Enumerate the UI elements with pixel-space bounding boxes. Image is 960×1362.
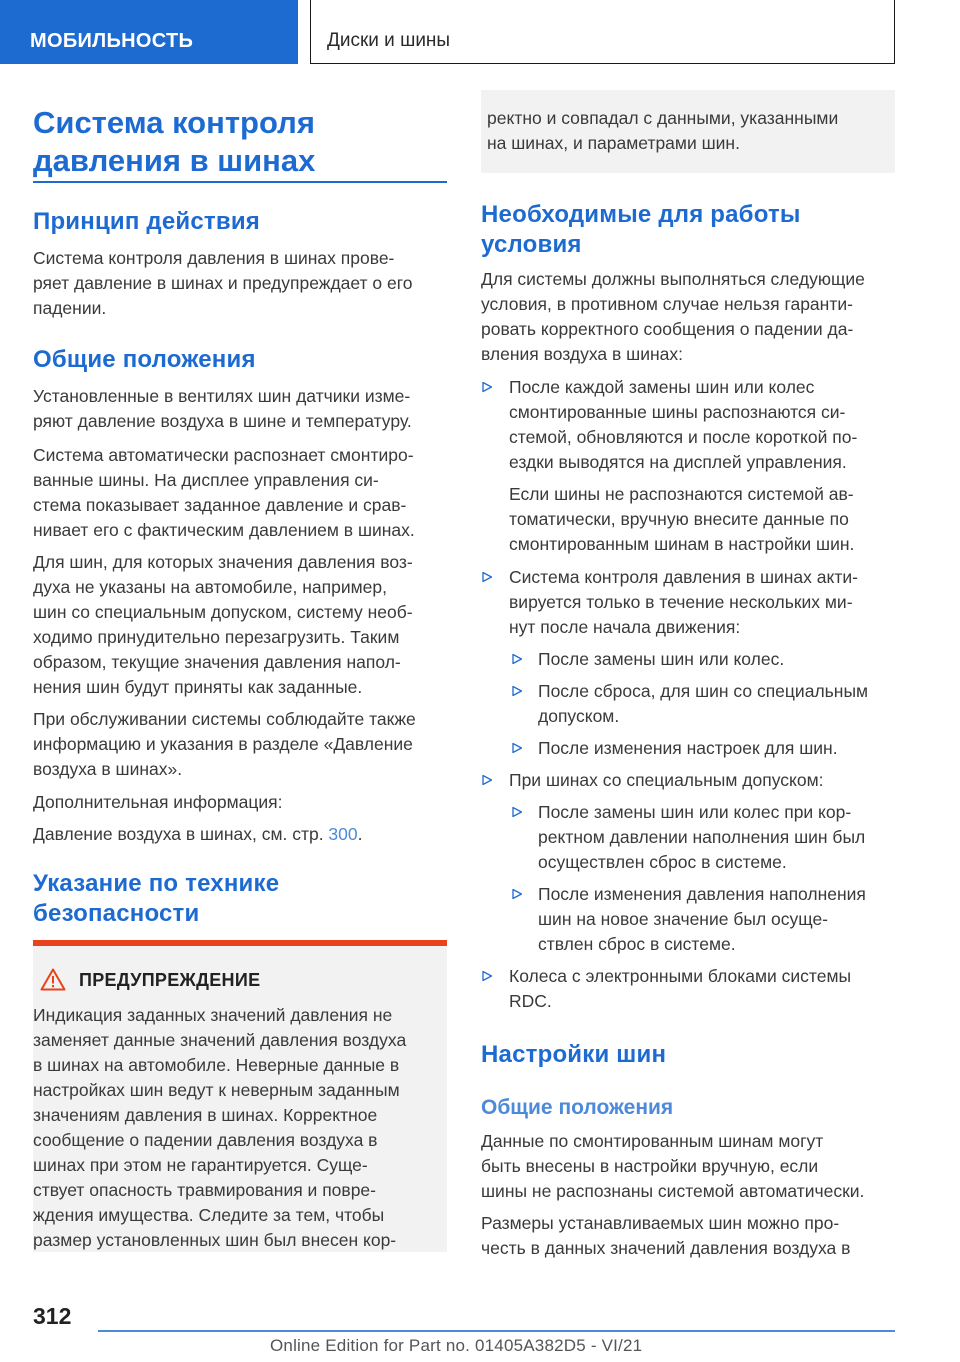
list-item: Колеса с электронными блоками системы RDC. xyxy=(509,966,852,1011)
title-rule xyxy=(33,181,447,183)
footer-rule xyxy=(98,1330,895,1332)
edition-footer: Online Edition for Part no. 01405A382D5 - VI/21 xyxy=(270,1336,643,1355)
warning-text: Индикация заданных значений давления не заменяет данные значений давления воздуха в шинах на автомобиле. Неверные данные в настройках шин ведут к неверным заданным значениям давления в шинах. Корректное сообщение о падении давления воздуха в шинах при этом не гарантируется. Суще- ствует опасность травмирования и повре- ждения имущества. Следите за тем, чтобы размер установленных шин был внесен кор- xyxy=(33,1005,407,1250)
page-number: 312 xyxy=(33,1303,72,1329)
list-item: После каждой замены шин или колес смонтированные шины распознаются си- стемой, обновляются и после короткой по- ездки выводятся на дисплей управления. xyxy=(509,377,858,472)
triangle-right-icon xyxy=(482,572,492,582)
list-item: При шинах со специальным допуском: xyxy=(509,770,824,790)
triangle-right-icon xyxy=(482,382,492,392)
list-item: После изменения давления наполнения шин на новое значение был осуще- ствлен сброс в системе. xyxy=(538,884,866,954)
heading-conditions: Необходимые для работы условия xyxy=(481,201,801,258)
warning-text-continued: ректно и совпадал с данными, указанными на шинах, и параметрами шин. xyxy=(487,108,839,153)
triangle-right-icon xyxy=(512,889,522,899)
more-info-label: Дополнительная информация: xyxy=(33,792,283,812)
triangle-right-icon xyxy=(512,743,522,753)
list-item: После замены шин или колес при кор- ректном давлении наполнения шин был осуществлен сброс в системе. xyxy=(538,802,866,872)
chapter-title: Диски и шины xyxy=(310,0,895,64)
paragraph-general-3: Для шин, для которых значения давления воз- духа не указаны на автомобиле, например, шин со специальным допуском, систему необ- ходимо принудительно перезагрузить. Таким образом, текущие значения давления напол- нения шин будут приняты как заданные. xyxy=(33,552,413,697)
list-item: После замены шин или колес. xyxy=(538,649,785,669)
list-item: Система контроля давления в шинах акти- вируется только в течение нескольких ми- нут после начала движения: xyxy=(509,567,858,637)
paragraph-general-1: Установленные в вентилях шин датчики изме- ряют давление воздуха в шине и температуру. xyxy=(33,386,412,431)
paragraph-general-4: При обслуживании системы соблюдайте также информацию и указания в разделе «Давление воздуха в шинах». xyxy=(33,709,416,779)
warning-triangle-icon xyxy=(40,968,66,991)
list-item: После сброса, для шин со специальным допуском. xyxy=(538,681,869,726)
page-title: Система контроля давления в шинах xyxy=(33,105,316,178)
page-reference-link[interactable]: 300 xyxy=(328,824,358,844)
paragraph-general-2: Система автоматически распознает смонтиро- ванные шины. На дисплее управления си- стема показывает заданное давление и срав- нивает его с фактическим давлением в шинах. xyxy=(33,445,415,540)
triangle-right-icon xyxy=(482,775,492,785)
heading-principle: Принцип действия xyxy=(33,208,260,235)
paragraph-settings-1: Данные по смонтированным шинам могут быть внесены в настройки вручную, если шины не распознаны системой автоматически. xyxy=(481,1131,865,1201)
triangle-right-icon xyxy=(512,686,522,696)
warning-title: ПРЕДУПРЕЖДЕНИЕ xyxy=(79,970,261,990)
paragraph-principle: Система контроля давления в шинах прове- ряет давление в шинах и предупреждает о его падении. xyxy=(33,248,413,318)
reference-line: Давление воздуха в шинах, см. стр. 300. xyxy=(33,824,363,844)
heading-general: Общие положения xyxy=(33,346,256,373)
page-header xyxy=(0,0,960,66)
list-item-note: Если шины не распознаются системой ав- томатически, вручную внесите данные по смонтированным шинам в настройки шин. xyxy=(509,484,855,554)
section-tab: МОБИЛЬНОСТЬ xyxy=(0,0,298,64)
triangle-right-icon xyxy=(512,807,522,817)
list-item: После изменения настроек для шин. xyxy=(538,738,838,758)
subheading-general: Общие положения xyxy=(481,1096,674,1119)
triangle-right-icon xyxy=(512,654,522,664)
heading-safety: Указание по технике безопасности xyxy=(33,870,280,927)
paragraph-conditions: Для системы должны выполняться следующие условия, в противном случае нельзя гаранти- ровать корректного сообщения о падении да- вления воздуха в шинах: xyxy=(481,269,865,364)
triangle-right-icon xyxy=(482,971,492,981)
heading-tire-settings: Настройки шин xyxy=(481,1041,667,1068)
paragraph-settings-2: Размеры устанавливаемых шин можно про- честь в данных значений давления воздуха в xyxy=(481,1213,851,1258)
